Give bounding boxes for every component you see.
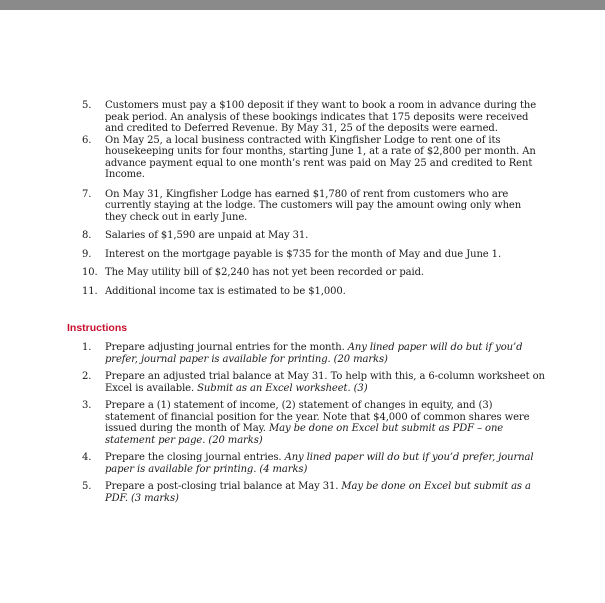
item-number: 7. <box>82 188 92 200</box>
item-number: 6. <box>82 134 92 146</box>
list-item <box>0 371 605 394</box>
list-item <box>0 342 605 365</box>
item-text: The May utility bill of $2,240 has not yet been recorded or paid. <box>105 267 424 278</box>
item-text: Salaries of $1,590 are unpaid at May 31. <box>105 230 309 241</box>
step-number: 5. <box>82 481 92 492</box>
item-number: 5. <box>82 100 92 111</box>
item-text: On May 25, a local business contracted with Kingfisher Lodge to rent one of its housekeeping units for four months, starting June 1, at a rate of $2,800 per month. An advance payment equal to one month’s rent was paid on May 25 and credited to Rent Income. <box>105 134 536 180</box>
list-item <box>0 400 605 446</box>
step-note: Any lined paper will do but if you’d prefer, journal paper is available for printing. (20 marks) <box>105 342 523 365</box>
top-bar <box>0 0 605 10</box>
list-item <box>0 267 605 279</box>
step-note: Any lined paper will do but if you’d prefer, journal paper is available for printing. (4 marks) <box>105 452 534 475</box>
step-text: Prepare an adjusted trial balance at May 31. To help with this, a 6-column worksheet on Excel is available. <box>105 371 545 394</box>
step-text: Prepare a (1) statement of income, (2) statement of changes in equity, and (3) statement of financial position for the year. Note that $4,000 of common shares were issued during the month of May. <box>105 400 530 434</box>
step-text: Prepare the closing journal entries. <box>105 452 282 463</box>
list-item <box>0 249 605 261</box>
step-number: 1. <box>82 342 92 353</box>
transaction-list <box>0 100 605 304</box>
list-item <box>0 189 605 224</box>
list-item <box>0 481 605 504</box>
step-note: May be done on Excel but submit as a PDF. (3 marks) <box>105 481 531 504</box>
item-text: Customers must pay a $100 deposit if they want to book a room in advance during the peak period. An analysis of these bookings indicates that 175 deposits were received and credited to Deferred Revenue. By May 31, 25 of the deposits were earned. <box>105 100 537 134</box>
step-note: Submit as an Excel worksheet. (3) <box>197 382 368 394</box>
list-item <box>0 135 605 181</box>
step-text: Prepare adjusting journal entries for the month. <box>105 342 345 353</box>
instructions-heading: Instructions <box>67 322 128 334</box>
item-text: Additional income tax is estimated to be $1,000. <box>105 285 346 297</box>
item-text: Interest on the mortgage payable is $735 for the month of May and due June 1. <box>105 248 502 260</box>
step-number: 4. <box>82 452 92 463</box>
list-item <box>0 230 605 242</box>
list-item <box>0 100 605 135</box>
item-number: 10. <box>82 267 98 278</box>
step-number: 2. <box>82 371 92 382</box>
step-text: Prepare a post-closing trial balance at May 31. <box>105 481 339 492</box>
item-number: 9. <box>82 248 92 260</box>
item-number: 11. <box>82 285 98 297</box>
list-item <box>0 286 605 298</box>
item-number: 8. <box>82 230 92 241</box>
instructions-list <box>0 342 605 510</box>
step-number: 3. <box>82 400 92 411</box>
list-item <box>0 452 605 475</box>
item-text: On May 31, Kingfisher Lodge has earned $1,780 of rent from customers who are currently staying at the lodge. The customers will pay the amount owing only when they check out in early June. <box>105 188 522 223</box>
step-note: May be done on Excel but submit as PDF – one statement per page. (20 marks) <box>105 423 504 446</box>
